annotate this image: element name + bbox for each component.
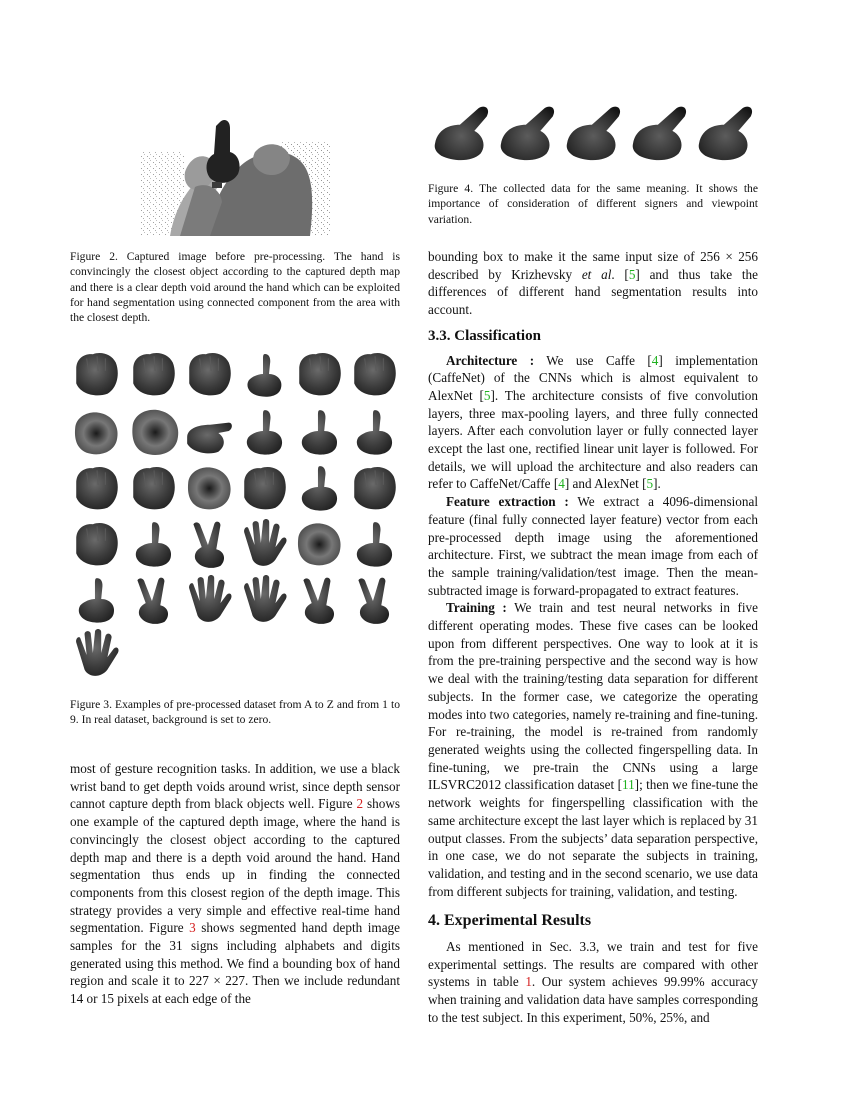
ref-4[interactable]: 4: [651, 352, 659, 368]
figure-4-caption: Figure 4. The collected data for the same meaning. It shows the importance of consideration of different signers and viewpoint variation.: [428, 182, 758, 226]
paragraph-training: Training : We train and test neural networks in five different operating modes. These five cases can be looked upon from different perspectives. One way to look at it is from the pre-training perspective and the second way is how we deal with the training/testing data separation for different subjects. In the former case, we categorize the operating modes into two categories, namely re-training and fine-tuning. For re-training, the model is re-trained from randomly generated weights using the collected fingerspelling data. In fine-tuning, we pre-train the CNNs using a large ILSVRC2012 classification dataset [11]; then we fine-tune the network weights for fingerspelling classification with the same architecture except the last layer which is replaced by 31 output classes. From the subjects’ data separation perspective, in one case, we do not separate the subjects in training, validation, and testing and in the second scenario, we use data from different subjects for training, validation, and testing.: [428, 600, 758, 899]
ref-5[interactable]: 5: [646, 476, 654, 492]
figure-3-image: [70, 348, 400, 680]
figure-3-caption: Figure 3. Examples of pre-processed dataset from A to Z and from 1 to 9. In real dataset, background is set to zero.: [70, 698, 400, 727]
paragraph-bounding-box: bounding box to make it the same input size of 256 × 256 described by Krizhevsky et al. [5] and thus take the differences of different hand segmentation results into account.: [428, 249, 758, 318]
ref-5[interactable]: 5: [628, 266, 636, 282]
paragraph-architecture: Architecture : We use Caffe [4] implementation (CaffeNet) of the CNNs which is almost equivalent to AlexNet [5]. The architecture consists of five convolution layers, three max-pooling layers, and three fully connected layers. After each convolution layer or fully connected layer except the last one, rectified linear unit layer is followed. For details, we will upload the architecture and also readers can refer to CaffeNet/Caffe [4] and AlexNet [5].: [428, 352, 758, 492]
ref-figure-3[interactable]: 3: [189, 920, 196, 936]
paragraph-experimental: As mentioned in Sec. 3.3, we train and test for five experimental settings. The results are compared with other systems in table 1. Our system achieves 99.99% accuracy when training and validation data have samples corresponding to the test subject. In this experiment, 50%, 25%, and: [428, 939, 758, 1025]
left-body-text: most of gesture recognition tasks. In addition, we use a black wrist band to get depth voids around wrist, since depth sensor cannot capture depth from black objects well. Figure 2 shows one example of the captured depth image, where the hand is convincingly the closest object according to the captured depth map and there is a depth void around the hand. Hand segmentation thus ends up in finding the connected components from this closest region of the depth image. This strategy provides a very simple and effective real-time hand segmentation. Figure 3 shows segmented hand depth image samples for the 31 signs including alphabets and digits generated using this method. We find a bounding box of hand region and scale it to 227 × 227. Then we include redundant 14 or 15 pixels at each edge of the: [70, 761, 400, 1007]
figure-2-image: [140, 112, 330, 236]
ref-figure-2[interactable]: 2: [356, 796, 364, 812]
ref-table-1[interactable]: 1: [525, 974, 532, 990]
figure-4-image: [432, 100, 762, 166]
right-body-text: [428, 248, 758, 1027]
ref-4[interactable]: 4: [558, 476, 565, 492]
ref-11[interactable]: 11: [621, 777, 635, 793]
figure-2-caption: Figure 2. Captured image before pre-processing. The hand is convincingly the closest object according to the captured depth map and there is a clear depth void around the hand which can be exploited for hand segmentation using connected component from the area with the closest depth.: [70, 250, 400, 325]
paragraph-feature-extraction: Feature extraction : We extract a 4096-dimensional feature (final fully connected layer feature) vector from each pre-processed depth image using the aforementioned architecture. First, we subtract the mean image from each of the sample training/validation/test image. Then the mean-subtracted image is forward-propagated to extract features.: [428, 494, 758, 598]
ref-5[interactable]: 5: [483, 387, 491, 403]
section-3-3-heading: 3.3. Classification: [428, 327, 541, 344]
section-4-heading: 4. Experimental Results: [428, 912, 592, 930]
